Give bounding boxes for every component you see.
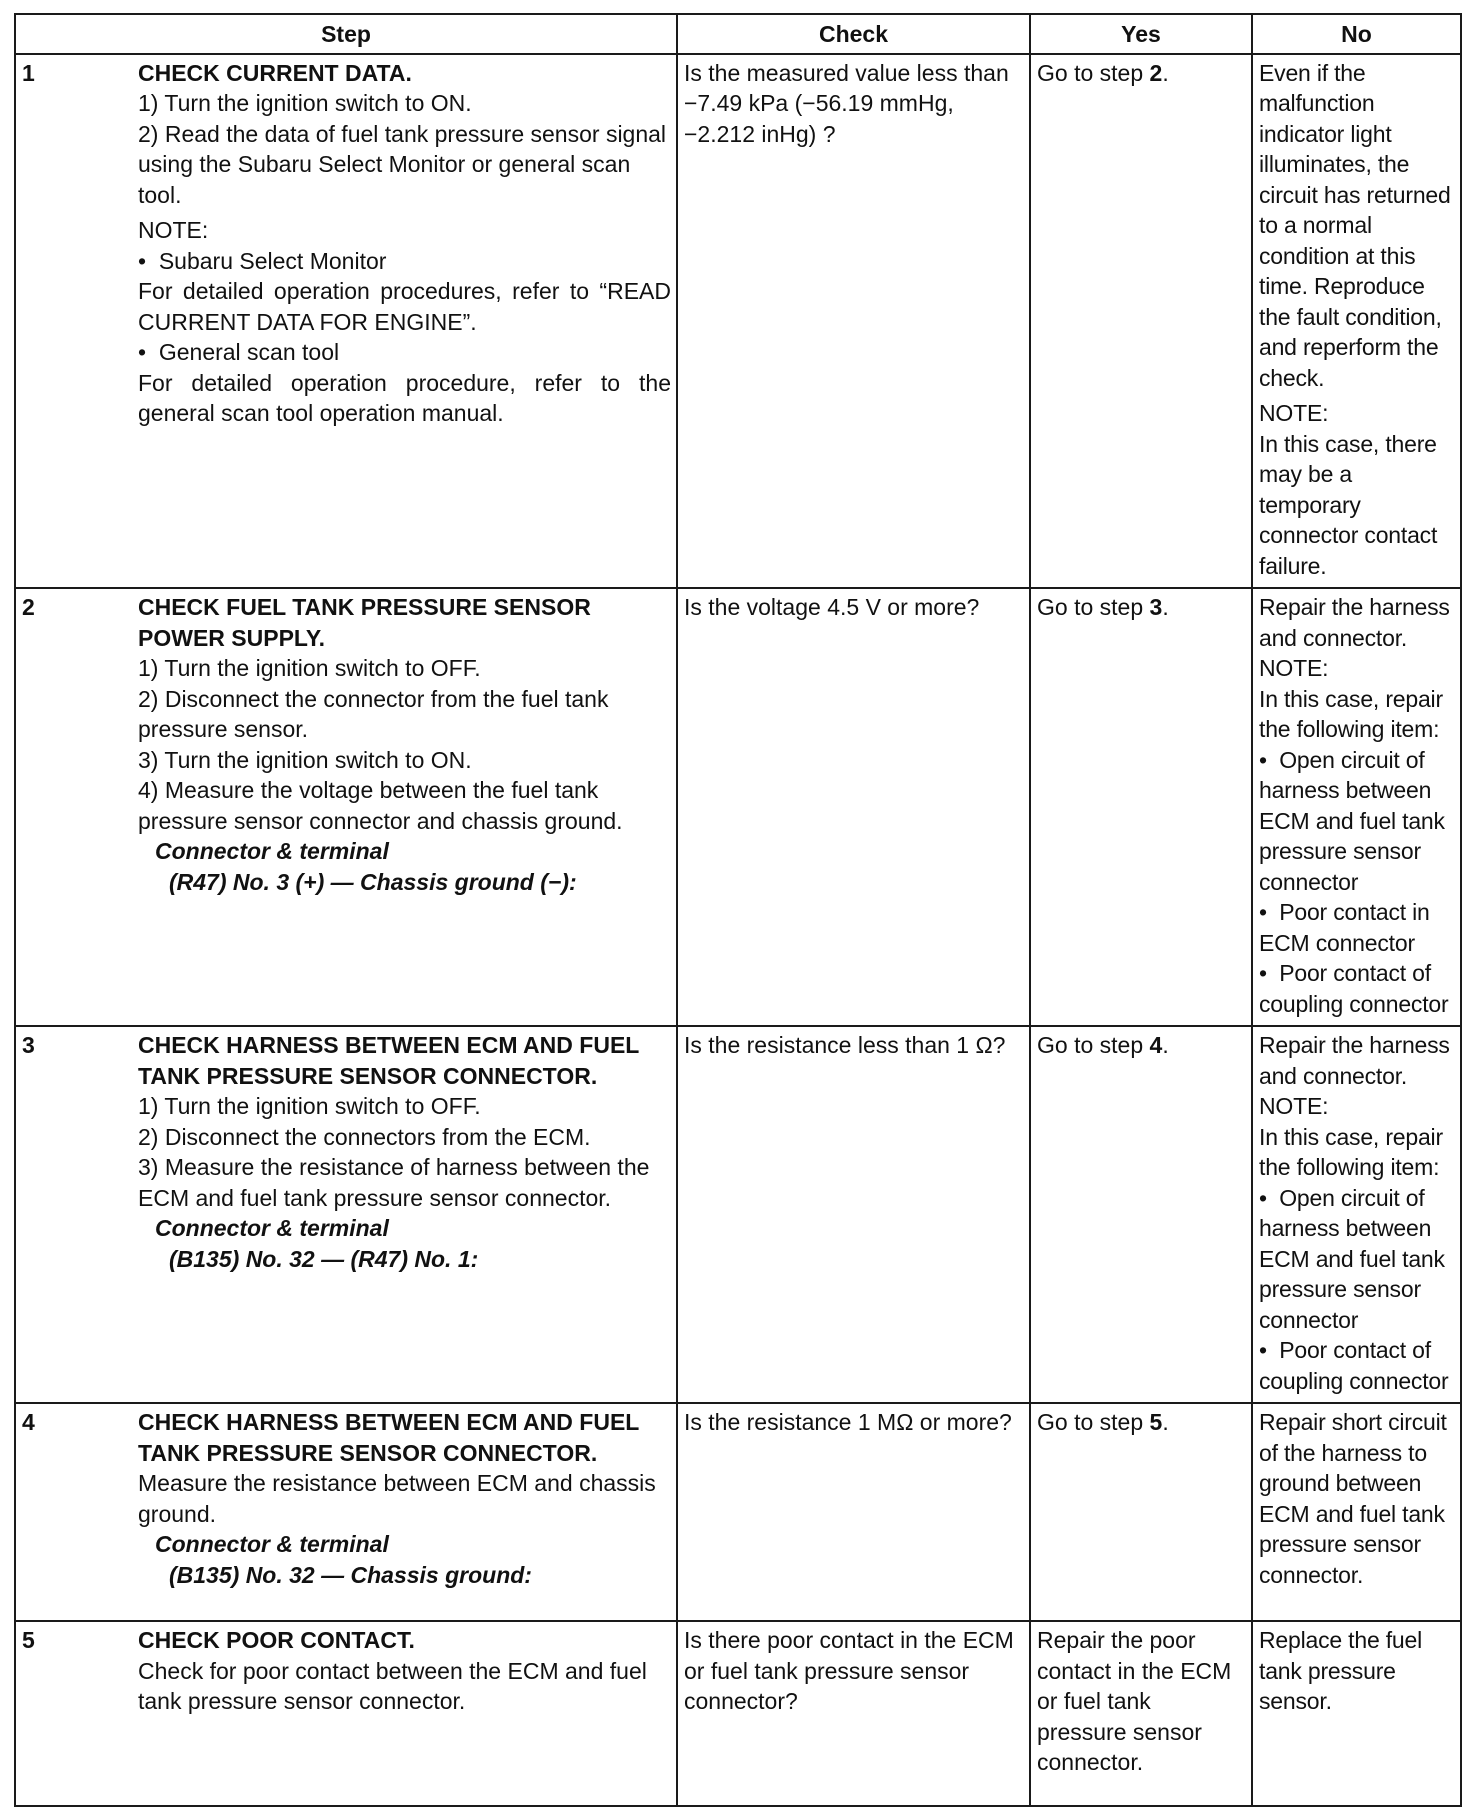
note-label: NOTE: bbox=[138, 217, 209, 243]
header-step: Step bbox=[15, 14, 677, 54]
no-text: Repair short circuit of the harness to ground between ECM and fuel tank pressure sensor connector. bbox=[1259, 1409, 1447, 1588]
step-number: 2 bbox=[15, 588, 132, 1026]
step-item: 2) Disconnect the connectors from the ECM. bbox=[138, 1123, 591, 1150]
step-cell bbox=[132, 1026, 677, 1403]
note-bullet: • General scan tool bbox=[138, 337, 671, 368]
yes-cell bbox=[1030, 54, 1252, 589]
yes-suffix: . bbox=[1162, 594, 1169, 620]
yes-text: Go to step bbox=[1037, 1032, 1150, 1058]
no-bullet: • Poor contact of coupling connector bbox=[1259, 958, 1455, 1019]
no-note-text: In this case, repair the following item: bbox=[1259, 685, 1443, 742]
yes-text: Go to step bbox=[1037, 1409, 1150, 1435]
step-title: CHECK HARNESS BETWEEN ECM AND FUEL TANK PRESSURE SENSOR CONNECTOR. bbox=[138, 1409, 639, 1466]
step-cell bbox=[132, 1403, 677, 1621]
check-text: Is the measured value less than −7.49 kPa (−56.19 mmHg, −2.212 inHg) ? bbox=[684, 59, 1009, 147]
note-bullet: • Subaru Select Monitor bbox=[138, 246, 671, 277]
step-title: CHECK CURRENT DATA. bbox=[138, 59, 412, 86]
yes-text: Repair the poor contact in the ECM or fuel tank pressure sensor connector. bbox=[1037, 1627, 1232, 1775]
step-item: 1) Turn the ignition switch to OFF. bbox=[138, 655, 481, 681]
check-cell bbox=[677, 54, 1030, 589]
no-bullet: • Poor contact in ECM connector bbox=[1259, 897, 1455, 958]
step-item: 2) Read the data of fuel tank pressure sensor signal using the Subaru Select Monitor or general scan tool. bbox=[138, 120, 667, 208]
step-title: CHECK POOR CONTACT. bbox=[138, 1627, 415, 1653]
step-item: 1) Turn the ignition switch to OFF. bbox=[138, 1093, 481, 1119]
no-cell bbox=[1252, 1621, 1461, 1806]
check-cell bbox=[677, 588, 1030, 1026]
no-note-text: In this case, repair the following item: bbox=[1259, 1123, 1443, 1180]
step-cell bbox=[132, 54, 677, 589]
no-bullet: • Open circuit of harness between ECM and fuel tank pressure sensor connector bbox=[1259, 1183, 1455, 1336]
no-note-label: NOTE: bbox=[1259, 655, 1329, 681]
step-item: 1) Turn the ignition switch to ON. bbox=[138, 90, 472, 116]
no-text: Repair the harness and connector. bbox=[1259, 594, 1450, 651]
table-row bbox=[15, 1621, 1461, 1806]
table-row bbox=[15, 1403, 1461, 1621]
step-cell bbox=[132, 1621, 677, 1806]
yes-step-number: 2 bbox=[1149, 59, 1163, 86]
no-bullet: • Poor contact of coupling connector bbox=[1259, 1335, 1455, 1396]
connector-label: Connector & terminal bbox=[155, 1531, 389, 1557]
diagnostic-table bbox=[14, 13, 1462, 1807]
yes-step-number: 5 bbox=[1149, 1409, 1163, 1435]
connector-label: Connector & terminal bbox=[155, 838, 389, 864]
terminal-spec: (R47) No. 3 (+) — Chassis ground (−): bbox=[169, 868, 577, 895]
header-no: No bbox=[1252, 14, 1461, 54]
yes-step-number: 4 bbox=[1149, 1032, 1163, 1058]
step-body: Check for poor contact between the ECM and fuel tank pressure sensor connector. bbox=[138, 1657, 647, 1714]
no-note-label: NOTE: bbox=[1259, 400, 1329, 426]
header-check: Check bbox=[677, 14, 1030, 54]
no-text: Repair the harness and connector. bbox=[1259, 1032, 1450, 1089]
yes-text: Go to step bbox=[1037, 594, 1150, 620]
connector-label: Connector & terminal bbox=[155, 1215, 389, 1241]
step-title: CHECK FUEL TANK PRESSURE SENSOR POWER SUPPLY. bbox=[138, 594, 591, 651]
no-bullet: • Open circuit of harness between ECM and fuel tank pressure sensor connector bbox=[1259, 745, 1455, 898]
yes-step-number: 3 bbox=[1149, 594, 1163, 620]
step-body: Measure the resistance between ECM and chassis ground. bbox=[138, 1470, 656, 1527]
yes-cell bbox=[1030, 588, 1252, 1026]
table-row bbox=[15, 1026, 1461, 1403]
check-text: Is there poor contact in the ECM or fuel tank pressure sensor connector? bbox=[684, 1627, 1014, 1714]
no-note-label: NOTE: bbox=[1259, 1093, 1329, 1119]
note-text: For detailed operation procedures, refer to “READ CURRENT DATA FOR ENGINE”. bbox=[138, 278, 671, 335]
yes-cell bbox=[1030, 1403, 1252, 1621]
step-number: 4 bbox=[15, 1403, 132, 1621]
check-cell bbox=[677, 1026, 1030, 1403]
no-cell bbox=[1252, 1026, 1461, 1403]
yes-cell bbox=[1030, 1026, 1252, 1403]
yes-cell bbox=[1030, 1621, 1252, 1806]
check-cell bbox=[677, 1621, 1030, 1806]
check-text: Is the resistance less than 1 Ω? bbox=[684, 1032, 1006, 1058]
yes-text: Go to step bbox=[1037, 59, 1150, 86]
no-text: Even if the malfunction indicator light illuminates, the circuit has returned to a normal condition at this time. Reproduce the fault condition, and reperform the check. bbox=[1259, 59, 1451, 391]
check-cell bbox=[677, 1403, 1030, 1621]
terminal-spec: (B135) No. 32 — Chassis ground: bbox=[169, 1561, 532, 1588]
step-title: CHECK HARNESS BETWEEN ECM AND FUEL TANK PRESSURE SENSOR CONNECTOR. bbox=[138, 1032, 639, 1089]
note-text: For detailed operation procedure, refer to the general scan tool operation manual. bbox=[138, 369, 671, 426]
table-row bbox=[15, 54, 1461, 589]
step-number: 3 bbox=[15, 1026, 132, 1403]
header-row bbox=[15, 14, 1461, 54]
step-number: 1 bbox=[15, 54, 132, 589]
no-note-text: In this case, there may be a temporary connector contact failure. bbox=[1259, 430, 1438, 579]
no-text: Replace the fuel tank pressure sensor. bbox=[1259, 1627, 1423, 1714]
step-item: 3) Measure the resistance of harness between the ECM and fuel tank pressure sensor connector. bbox=[138, 1154, 650, 1211]
step-cell bbox=[132, 588, 677, 1026]
yes-suffix: . bbox=[1162, 59, 1169, 86]
step-item: 4) Measure the voltage between the fuel tank pressure sensor connector and chassis ground. bbox=[138, 777, 623, 834]
no-cell bbox=[1252, 1403, 1461, 1621]
check-text: Is the resistance 1 MΩ or more? bbox=[684, 1409, 1012, 1435]
check-text: Is the voltage 4.5 V or more? bbox=[684, 594, 980, 620]
yes-suffix: . bbox=[1162, 1032, 1169, 1058]
yes-suffix: . bbox=[1162, 1409, 1169, 1435]
step-item: 2) Disconnect the connector from the fuel tank pressure sensor. bbox=[138, 685, 609, 742]
no-cell bbox=[1252, 54, 1461, 589]
no-cell bbox=[1252, 588, 1461, 1026]
header-yes: Yes bbox=[1030, 14, 1252, 54]
terminal-spec: (B135) No. 32 — (R47) No. 1: bbox=[169, 1245, 479, 1272]
table-row bbox=[15, 588, 1461, 1026]
step-number: 5 bbox=[15, 1621, 132, 1806]
step-item: 3) Turn the ignition switch to ON. bbox=[138, 746, 472, 773]
